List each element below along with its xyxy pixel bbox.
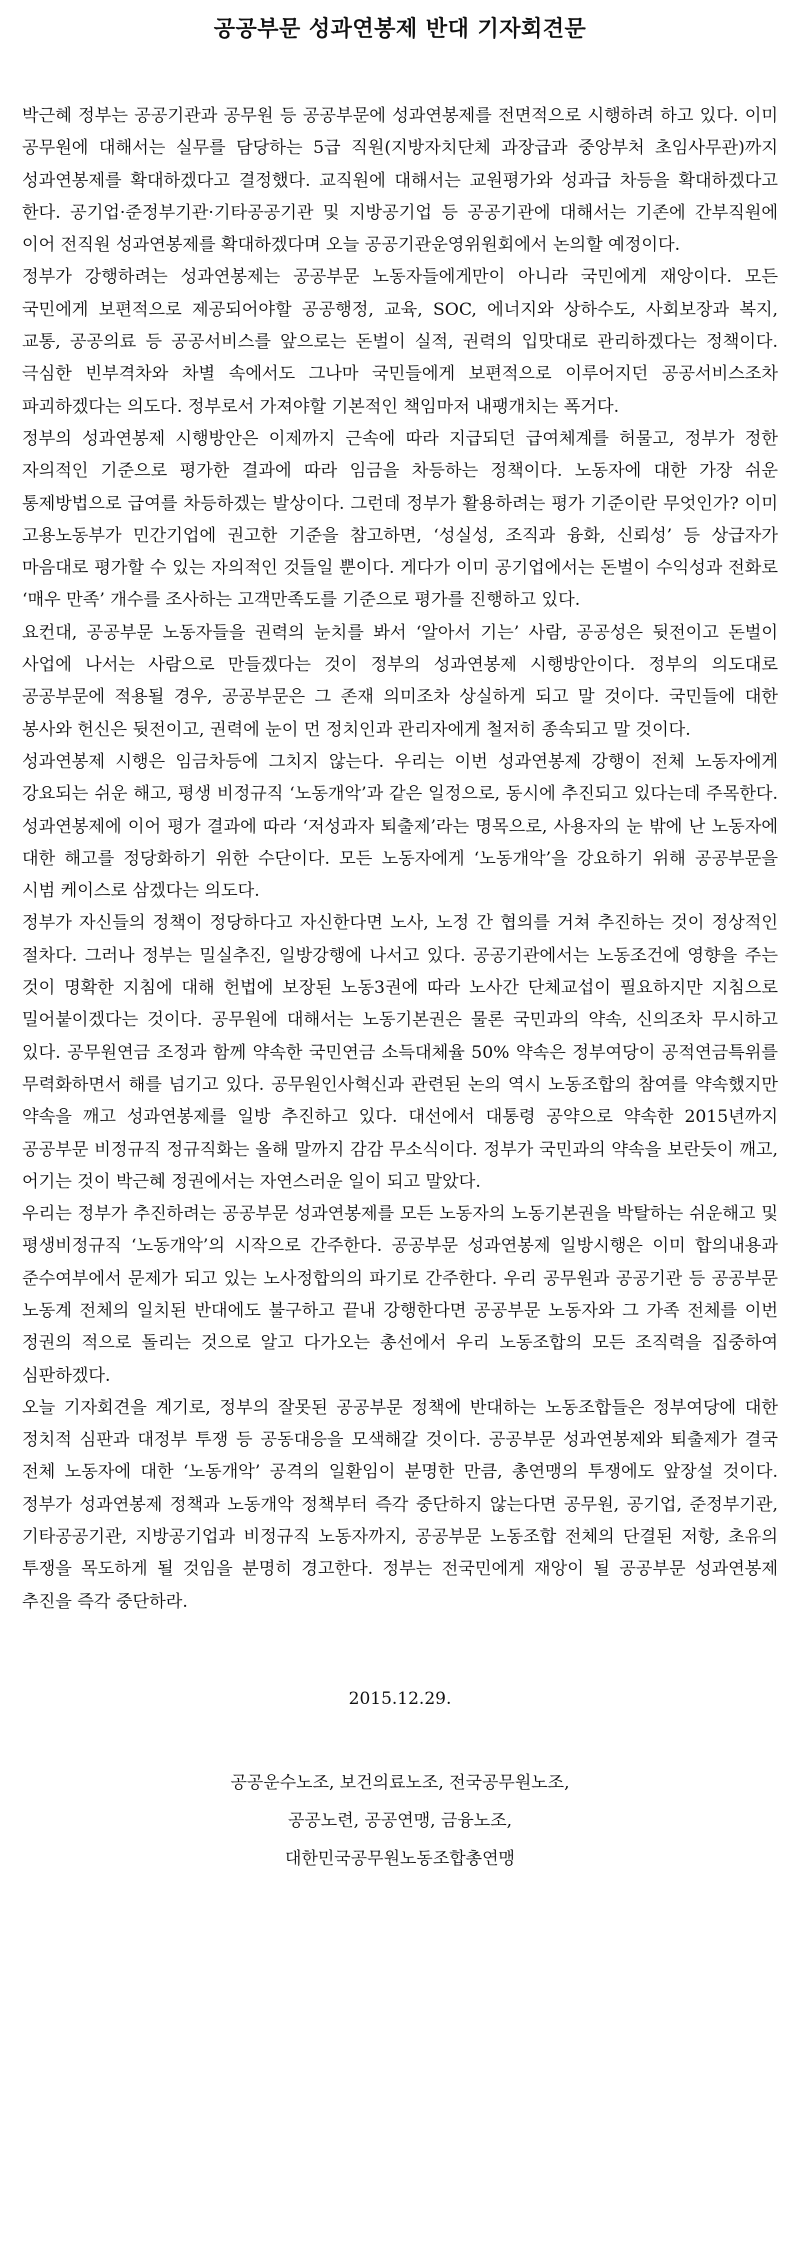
signatories-block <box>22 1764 778 1878</box>
document-date: 2015.12.29. <box>348 1688 452 1709</box>
body-paragraph: 정부가 강행하려는 성과연봉제는 공공부문 노동자들에게만이 아니라 국민에게 재앙이다. 모든 국민에게 보편적으로 제공되어야할 공공행정, 교육, SOC, 에너지와 상하수도, 사회보장과 복지, 교통, 공공의료 등 공공서비스를 앞으로는 돈벌이 실적, 권력의 입맛대로 관리하겠다는 정책이다. 극심한 빈부격차와 차별 속에서도 그나마 국민들에게 보편적으로 이루어지던 공공서비스조차 파괴하겠다는 의도다. 정부로서 가져야할 기본적인 책임마저 내팽개치는 폭거다. <box>22 267 778 417</box>
body-paragraph: 오늘 기자회견을 계기로, 정부의 잘못된 공공부문 정책에 반대하는 노동조합들은 정부여당에 대한 정치적 심판과 대정부 투쟁 등 공동대응을 모색해갈 것이다. 공공부문 성과연봉제와 퇴출제가 결국 전체 노동자에 대한 ‘노동개악’ 공격의 일환임이 분명한 만큼, 총연맹의 투쟁에도 앞장설 것이다. 정부가 성과연봉제 정책과 노동개악 정책부터 즉각 중단하지 않는다면 공무원, 공기업, 준정부기관, 기타공공기관, 지방공기업과 비정규직 노동자까지, 공공부문 노동조합 전체의 단결된 저항, 초유의 투쟁을 목도하게 될 것임을 분명히 경고한다. 정부는 전국민에게 재앙이 될 공공부문 성과연봉제 추진을 즉각 중단하라. <box>22 1397 778 1612</box>
body-paragraph: 우리는 정부가 추진하려는 공공부문 성과연봉제를 모든 노동자의 노동기본권을 박탈하는 쉬운해고 및 평생비정규직 ‘노동개악’의 시작으로 간주한다. 공공부문 성과연봉제 일방시행은 이미 합의내용과 준수여부에서 문제가 되고 있는 노사정합의의 파기로 간주한다. 우리 공무원과 공공기관 등 공공부문 노동계 전체의 일치된 반대에도 불구하고 끝내 강행한다면 공공부문 노동자와 그 가족 전체를 이번 정권의 적으로 돌리는 것으로 알고 다가오는 총선에서 우리 노동조합의 모든 조직력을 집중하여 심판하겠다. <box>22 1204 778 1386</box>
body-paragraph: 박근혜 정부는 공공기관과 공무원 등 공공부문에 성과연봉제를 전면적으로 시행하려 하고 있다. 이미 공무원에 대해서는 실무를 담당하는 5급 직원(지방자치단체 과장급과 중앙부처 초임사무관)까지 성과연봉제를 확대하겠다고 결정했다. 교직원에 대해서는 교원평가와 성과급 차등을 확대하겠다고 한다. 공기업·준정부기관·기타공공기관 및 지방공기업 등 공공기관에 대해서는 기존에 간부직원에 이어 전직원 성과연봉제를 확대하겠다며 오늘 공공기관운영위원회에서 논의할 예정이다. <box>22 106 778 256</box>
body-paragraph: 정부의 성과연봉제 시행방안은 이제까지 근속에 따라 지급되던 급여체계를 허물고, 정부가 정한 자의적인 기준으로 평가한 결과에 따라 임금을 차등하는 정책이다. 노동자에 대한 가장 쉬운 통제방법으로 급여를 차등하겠는 발상이다. 그런데 정부가 활용하려는 평가 기준이란 무엇인가? 이미 고용노동부가 민간기업에 권고한 기준을 참고하면, ‘성실성, 조직과 융화, 신뢰성’ 등 상급자가 마음대로 평가할 수 있는 자의적인 것들일 뿐이다. 게다가 이미 공기업에서는 돈벌이 수익성과 전화로 ‘매우 만족’ 개수를 조사하는 고객만족도를 기준으로 평가를 진행하고 있다. <box>22 428 778 611</box>
body-paragraph: 정부가 자신들의 정책이 정당하다고 자신한다면 노사, 노정 간 협의를 거쳐 추진하는 것이 정상적인 절차다. 그러나 정부는 밀실추진, 일방강행에 나서고 있다. 공공기관에서는 노동조건에 영향을 주는 것이 명확한 지침에 대해 헌법에 보장된 노동3권에 따라 노사간 단체교섭이 필요하지만 지침으로 밀어붙이겠다는 것이다. 공무원에 대해서는 노동기본권은 물론 국민과의 약속, 신의조차 무시하고 있다. 공무원연금 조정과 함께 약속한 국민연금 소득대체율 50% 약속은 정부여당이 공적연금특위를 무력화하면서 해를 넘기고 있다. 공무원인사혁신과 관련된 논의 역시 노동조합의 참여를 약속했지만 약속을 깨고 성과연봉제를 일방 추진하고 있다. 대선에서 대통령 공약으로 약속한 2015년까지 공공부문 비정규직 정규직화는 올해 말까지 감감 무소식이다. 정부가 국민과의 약속을 보란듯이 깨고, 어기는 것이 박근혜 정권에서는 자연스러운 일이 되고 말았다. <box>22 913 778 1192</box>
signatory-line: 공공노련, 공공연맹, 금융노조, <box>287 1810 513 1831</box>
document-title: 공공부문 성과연봉제 반대 기자회견문 <box>213 16 587 42</box>
body-paragraph: 성과연봉제 시행은 임금차등에 그치지 않는다. 우리는 이번 성과연봉제 강행이 전체 노동자에게 강요되는 쉬운 해고, 평생 비정규직 ‘노동개악’과 같은 일정으로, 동시에 추진되고 있다는데 주목한다. 성과연봉제에 이어 평가 결과에 따라 ‘저성과자 퇴출제’라는 명목으로, 사용자의 눈 밖에 난 노동자에 대한 해고를 정당화하기 위한 수단이다. 모든 노동자에게 ‘노동개악’을 강요하기 위해 공공부문을 시범 케이스로 삼겠다는 의도다. <box>22 751 778 902</box>
body-paragraph: 요컨대, 공공부문 노동자들을 권력의 눈치를 봐서 ‘알아서 기는’ 사람, 공공성은 뒷전이고 돈벌이 사업에 나서는 사람으로 만들겠다는 것이 정부의 성과연봉제 시행방안이다. 정부의 의도대로 공공부문에 적용될 경우, 공공부문은 그 존재 의미조차 상실하게 되고 말 것이다. 국민들에 대한 봉사와 헌신은 뒷전이고, 권력에 눈이 먼 정치인과 관리자에게 철저히 종속되고 말 것이다. <box>22 622 778 740</box>
document-body <box>22 100 778 1618</box>
signatory-line: 대한민국공무원노동조합총연맹 <box>285 1848 515 1869</box>
signatory-line: 공공운수노조, 보건의료노조, 전국공무원노조, <box>230 1772 570 1793</box>
